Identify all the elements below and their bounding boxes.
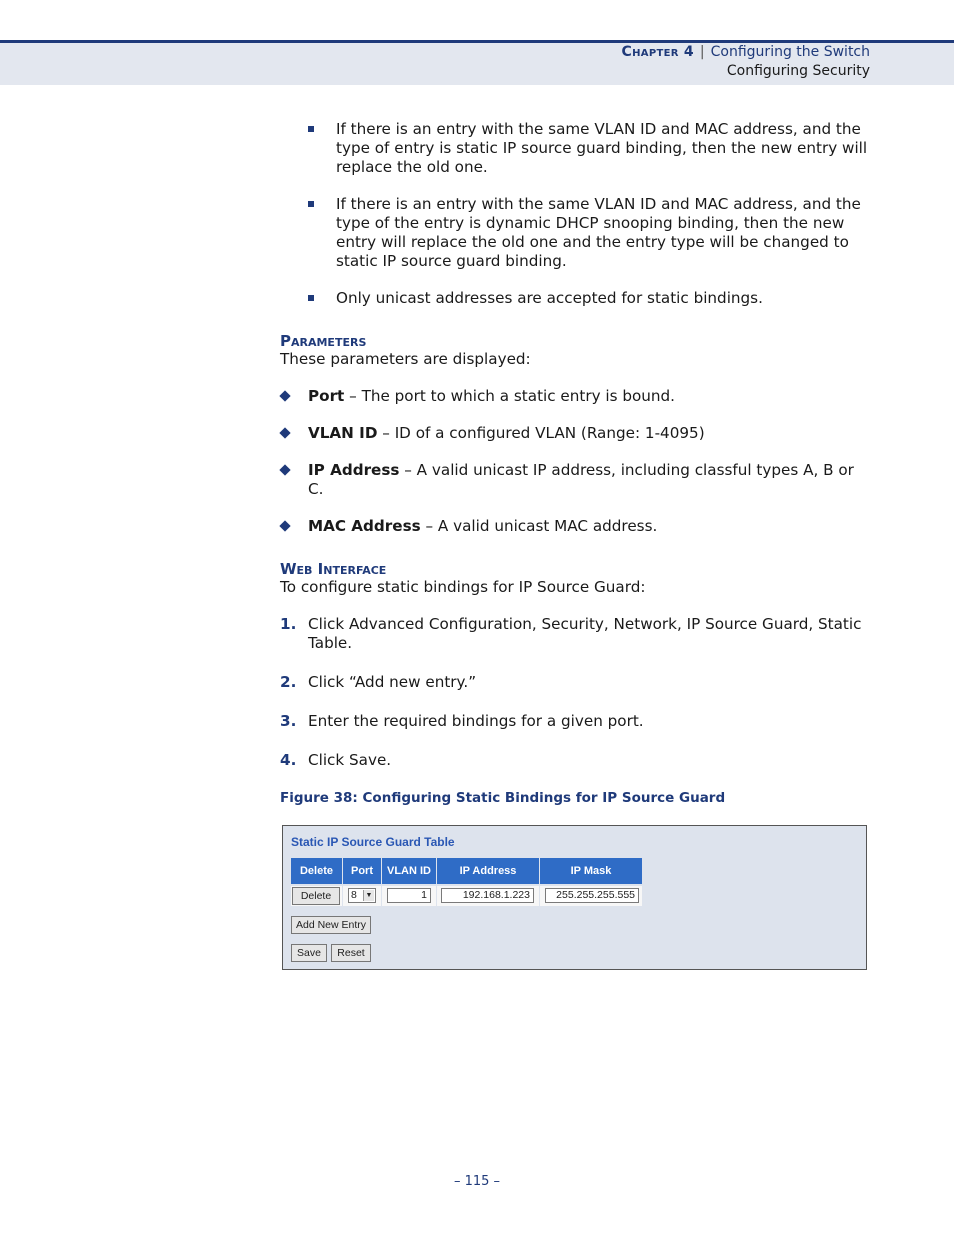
figure-caption: Figure 38: Configuring Static Bindings for IP Source Guard bbox=[280, 790, 726, 806]
parameters-intro: These parameters are displayed: bbox=[280, 350, 531, 368]
square-bullet-icon bbox=[308, 201, 314, 207]
parameter-item: MAC Address – A valid unicast MAC address. bbox=[280, 517, 870, 536]
diamond-bullet-icon bbox=[279, 464, 290, 475]
figure-screenshot bbox=[282, 825, 867, 970]
delete-button[interactable]: Delete bbox=[292, 887, 340, 905]
web-interface-heading: Web Interface bbox=[280, 560, 387, 578]
chapter-header bbox=[622, 44, 870, 60]
ip-mask-input[interactable]: 255.255.255.555 bbox=[545, 888, 639, 903]
add-new-entry-button[interactable]: Add New Entry bbox=[291, 916, 371, 934]
step-item: 1. Click Advanced Configuration, Security, Network, IP Source Guard, Static Table. bbox=[280, 615, 862, 652]
parameter-item: Port – The port to which a static entry is bound. bbox=[280, 387, 870, 406]
save-button[interactable]: Save bbox=[291, 944, 327, 962]
section-title: Configuring Security bbox=[726, 63, 870, 79]
square-bullet-icon bbox=[308, 295, 314, 301]
column-header-delete: Delete bbox=[291, 858, 343, 884]
vlan-id-input[interactable]: 1 bbox=[387, 888, 431, 903]
header-separator: | bbox=[699, 44, 705, 60]
reset-button[interactable]: Reset bbox=[331, 944, 371, 962]
diamond-bullet-icon bbox=[279, 427, 290, 438]
step-item: 2. Click “Add new entry.” bbox=[280, 673, 477, 691]
port-select[interactable]: 8 ▼ bbox=[348, 888, 376, 903]
square-bullet-icon bbox=[308, 126, 314, 132]
parameter-item: IP Address – A valid unicast IP address, including classful types A, B or C. bbox=[280, 461, 870, 499]
table-row bbox=[291, 886, 642, 906]
figure-title: Static IP Source Guard Table bbox=[291, 835, 455, 849]
ip-address-input[interactable]: 192.168.1.223 bbox=[441, 888, 534, 903]
table-header bbox=[291, 858, 642, 884]
step-item: 4. Click Save. bbox=[280, 751, 392, 769]
diamond-bullet-icon bbox=[279, 390, 290, 401]
list-item: Only unicast addresses are accepted for static bindings. bbox=[280, 289, 870, 308]
parameters-heading: Parameters bbox=[280, 332, 367, 350]
column-header-port: Port bbox=[343, 858, 382, 884]
column-header-vlan-id: VLAN ID bbox=[382, 858, 437, 884]
column-header-ip-address: IP Address bbox=[437, 858, 540, 884]
list-item: If there is an entry with the same VLAN ID and MAC address, and the type of the entry is dynamic DHCP snooping binding, then the new entry will replace the old one and the entry type will be changed to static IP source guard binding. bbox=[280, 195, 870, 271]
web-interface-intro: To configure static bindings for IP Source Guard: bbox=[280, 578, 646, 596]
chapter-label: Chapter 4 bbox=[621, 44, 694, 60]
page-number: – 115 – bbox=[453, 1174, 501, 1189]
main-content bbox=[280, 120, 870, 806]
step-item: 3. Enter the required bindings for a given port. bbox=[280, 712, 644, 730]
list-item: If there is an entry with the same VLAN ID and MAC address, and the type of entry is static IP source guard binding, then the new entry will replace the old one. bbox=[280, 120, 870, 177]
parameter-item: VLAN ID – ID of a configured VLAN (Range: 1-4095) bbox=[280, 424, 870, 443]
chapter-title: Configuring the Switch bbox=[710, 44, 870, 60]
column-header-ip-mask: IP Mask bbox=[540, 858, 642, 884]
diamond-bullet-icon bbox=[279, 520, 290, 531]
dropdown-arrow-icon: ▼ bbox=[363, 890, 374, 901]
